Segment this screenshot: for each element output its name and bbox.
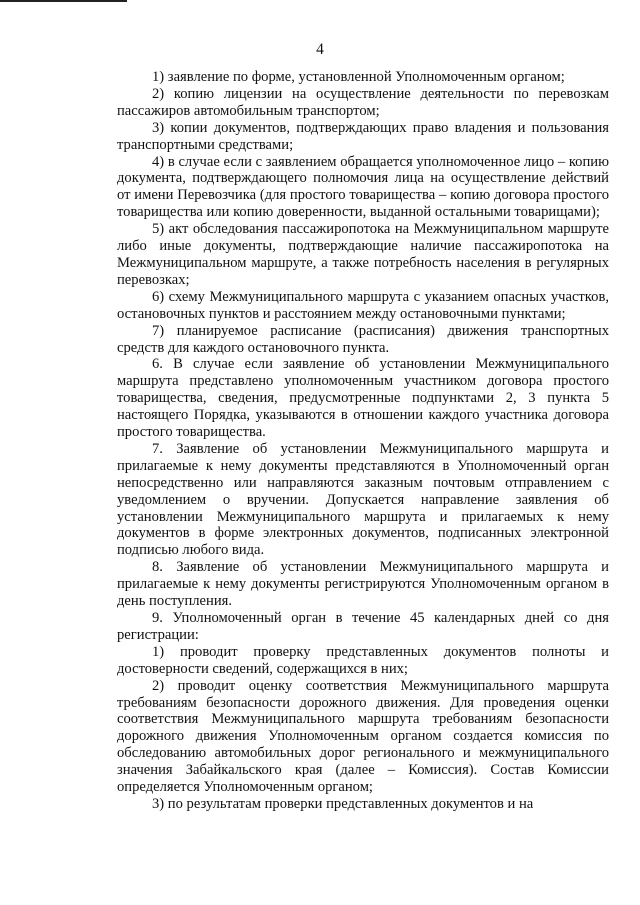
paragraph-2: 2) копию лицензии на осуществление деятельности по перевозкам пассажиров автомобильным транспортом; [117,85,609,119]
scan-edge-mark [0,0,127,2]
paragraph-12: 1) проводит проверку представленных документов полноты и достоверности сведений, содержащихся в них; [117,643,609,677]
paragraph-1: 1) заявление по форме, установленной Уполномоченным органом; [152,69,565,85]
paragraph-13: 2) проводит оценку соответствия Межмуниципального маршрута требованиям безопасности дорожного движения. Для проведения оценки соответствия Межмуниципального маршрута требованиям безопасности дорожного движения Уполномоченным органом создается комиссия по обследованию автомобильных дорог регионального и межмуниципального значения Забайкальского края (далее – Комиссия). Состав Комиссии определяется Уполномоченным органом; [117,677,609,796]
paragraph-6: 6) схему Межмуниципального маршрута с указанием опасных участков, остановочных пунктов и расстоянием между остановочными пунктами; [117,288,609,322]
paragraph-7: 7) планируемое расписание (расписания) движения транспортных средств для каждого остановочного пункта. [117,322,609,356]
paragraph-9: 7. Заявление об установлении Межмуниципального маршрута и прилагаемые к нему документы представляются в Уполномоченный орган непосредственно или направляются заказным почтовым отправлением с уведомлением о вручении. Допускается направление заявления об установлении Межмуниципального маршрута и прилагаемых к нему документов в форме электронных документов, подписанных электронной подписью любого вида. [117,440,609,559]
paragraph-14: 3) по результатам проверки представленных документов и на [152,795,534,812]
paragraph-3: 3) копии документов, подтверждающих право владения и пользования транспортными средствами; [117,119,609,153]
paragraph-5: 5) акт обследования пассажиропотока на Межмуниципальном маршруте либо иные документы, подтверждающие наличие пассажиропотока на Межмуниципальном маршруте, а также потребность населения в регулярных перевозках; [117,221,609,288]
paragraph-8: 6. В случае если заявление об установлении Межмуниципального маршрута представлено уполномоченным участником договора простого товарищества, сведения, предусмотренные подпунктами 2, 3 пункта 5 настоящего Порядка, указываются в отношении каждого участника договора простого товарищества. [117,356,609,441]
page-number: 4 [316,41,324,58]
paragraph-4: 4) в случае если с заявлением обращается уполномоченное лицо – копию документа, подтверждающего полномочия лица на осуществление действий от имени Перевозчика (для простого товарищества – копию договора простого товарищества или копию доверенности, выданной остальными товарищами); [117,153,609,221]
document-body [117,69,609,813]
paragraph-10: 8. Заявление об установлении Межмуниципального маршрута и прилагаемые к нему документы регистрируются Уполномоченным органом в день поступления. [117,559,609,610]
paragraph-11: 9. Уполномоченный орган в течение 45 календарных дней со дня регистрации: [117,610,609,643]
